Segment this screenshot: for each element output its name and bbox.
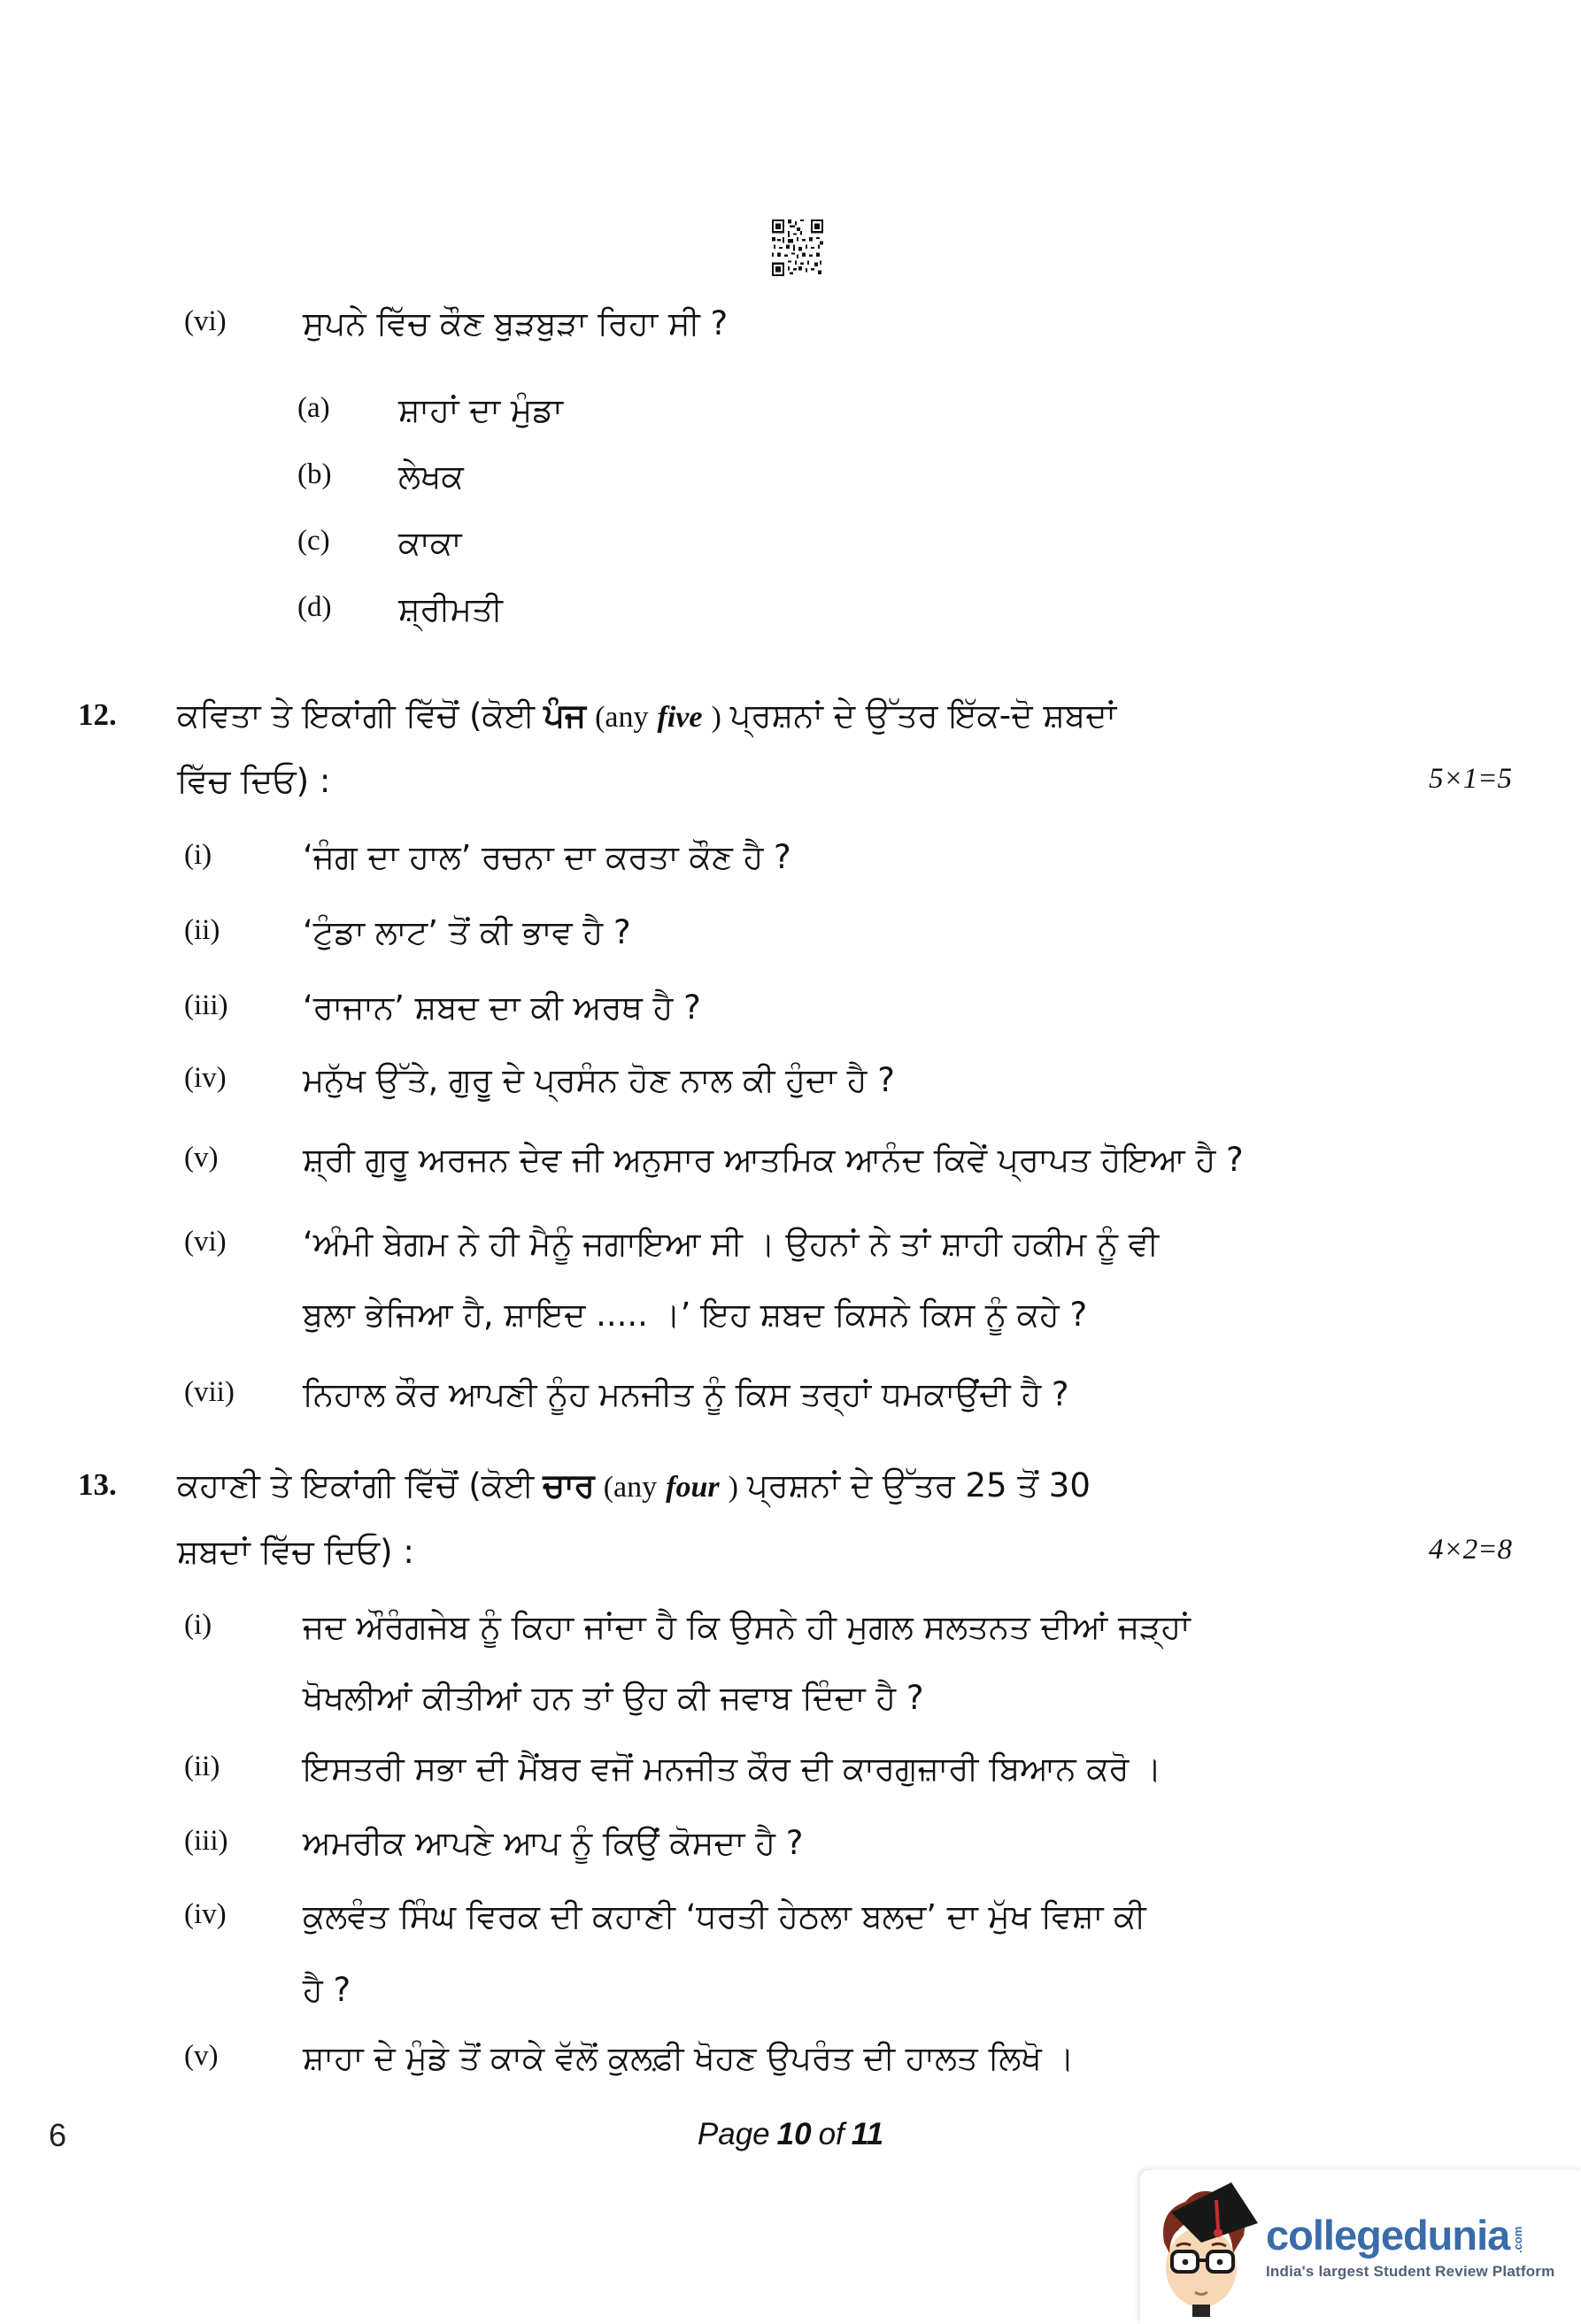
item-text: ਸ਼ਾਹਾ ਦੇ ਮੁੰਡੇ ਤੋਂ ਕਾਕੇ ਵੱਲੋਂ ਕੁਲਫ਼ੀ ਖੋਹਣ ਉਪਰੰਤ ਦੀ ਹਾਲਤ ਲਿਖੋ । (303, 2039, 1075, 2077)
mcq-text: ਸੁਪਨੇ ਵਿੱਚ ਕੌਣ ਬੁੜਬੁੜਾ ਰਿਹਾ ਸੀ ? (303, 304, 729, 342)
item-label: (ii) (184, 914, 220, 946)
marks-badge: 5×1=5 (1428, 763, 1512, 795)
brand-tagline: India's largest Student Review Platform (1266, 2262, 1555, 2280)
page-total: 11 (851, 2117, 884, 2151)
item-text: ‘ਰਾਜਾਨ’ ਸ਼ਬਦ ਦਾ ਕੀ ਅਰਥ ਹੈ ? (303, 989, 701, 1027)
intro-bold-word: ਪੰਜ (544, 696, 587, 735)
intro-line2: ਵਿੱਚ ਦਿਓ) : (177, 762, 331, 800)
intro-segment: ਕਵਿਤਾ ਤੇ ਇਕਾਂਗੀ ਵਿੱਚੋਂ (ਕੋਈ (177, 696, 536, 735)
question-number: 12. (78, 697, 117, 732)
item-text: ‘ਜੰਗ ਦਾ ਹਾਲ’ ਰਚਨਾ ਦਾ ਕਰਤਾ ਕੌਣ ਹੈ ? (303, 838, 791, 876)
item-text: ‘ਟੁੰਡਾ ਲਾਟ’ ਤੋਂ ਕੀ ਭਾਵ ਹੈ ? (303, 913, 631, 951)
intro-segment: ਕਹਾਣੀ ਤੇ ਇਕਾਂਗੀ ਵਿੱਚੋਂ (ਕੋਈ (177, 1466, 535, 1504)
intro-latin-close: ) (728, 1471, 738, 1504)
question-number: 13. (78, 1467, 117, 1502)
item-label: (vii) (184, 1376, 235, 1408)
option-label: (a) (297, 392, 330, 424)
item-label: (v) (184, 2040, 219, 2072)
intro-latin-open: (any (603, 1471, 658, 1504)
item-label: (iv) (184, 1898, 227, 1930)
option-label: (b) (297, 458, 332, 490)
intro-latin-bold: four (666, 1471, 720, 1504)
sheet-number: 6 (49, 2117, 67, 2153)
brand-tld: .com (1511, 2226, 1525, 2253)
item-text: ਅਮਰੀਕ ਆਪਣੇ ਆਪ ਨੂੰ ਕਿਉਂ ਕੋਸਦਾ ਹੈ ? (303, 1824, 804, 1862)
item-text: ਇਸਤਰੀ ਸਭਾ ਦੀ ਮੈਂਬਰ ਵਜੋਂ ਮਨਜੀਤ ਕੌਰ ਦੀ ਕਾਰਗੁਜ਼ਾਰੀ ਬਿਆਨ ਕਰੋ । (303, 1750, 1162, 1788)
option-label: (d) (297, 591, 332, 623)
item-label: (vi) (184, 1226, 227, 1258)
intro-latin-close: ) (711, 701, 721, 734)
item-text-line1: ‘ਅੰਮੀ ਬੇਗਮ ਨੇ ਹੀ ਮੈਨੂੰ ਜਗਾਇਆ ਸੀ । ਉਹਨਾਂ ਨੇ ਤਾਂ ਸ਼ਾਹੀ ਹਕੀਮ ਨੂੰ ਵੀ (303, 1225, 1160, 1263)
mcq-label: (vi) (184, 305, 227, 337)
marks-badge: 4×2=8 (1428, 1534, 1512, 1566)
item-text-line2: ਖੋਖਲੀਆਂ ਕੀਤੀਆਂ ਹਨ ਤਾਂ ਉਹ ਕੀ ਜਵਾਬ ਦਿੰਦਾ ਹੈ ? (303, 1679, 924, 1717)
intro-latin-open: (any (595, 701, 649, 734)
page-word: Page (697, 2117, 770, 2151)
item-label: (i) (184, 1609, 212, 1641)
option-text: ਸ਼੍ਰੀਮਤੀ (398, 590, 503, 628)
intro-bold-word: ਚਾਰ (543, 1466, 595, 1504)
item-label: (ii) (184, 1751, 220, 1782)
item-text: ਸ਼੍ਰੀ ਗੁਰੂ ਅਰਜਨ ਦੇਵ ਜੀ ਅਨੁਸਾਰ ਆਤਮਿਕ ਆਨੰਦ ਕਿਵੇਂ ਪ੍ਰਾਪਤ ਹੋਇਆ ਹੈ ? (303, 1141, 1244, 1179)
student-mascot-icon (1145, 2172, 1262, 2322)
option-text: ਕਾਕਾ (398, 524, 462, 562)
item-text: ਨਿਹਾਲ ਕੌਰ ਆਪਣੀ ਨੂੰਹ ਮਨਜੀਤ ਨੂੰ ਕਿਸ ਤਰ੍ਹਾਂ ਧਮਕਾਉਂਦੀ ਹੈ ? (303, 1375, 1069, 1413)
item-label: (iv) (184, 1062, 227, 1094)
intro-latin-bold: five (657, 701, 703, 734)
question-intro-line1 (177, 1467, 1091, 1505)
item-label: (v) (184, 1142, 219, 1174)
intro-segment: ਪ੍ਰਸ਼ਨਾਂ ਦੇ ਉੱਤਰ 25 ਤੋਂ 30 (746, 1466, 1091, 1504)
page-current: 10 (776, 2117, 812, 2151)
item-text-line2: ਹੈ ? (303, 1971, 351, 2009)
intro-line2: ਸ਼ਬਦਾਂ ਵਿੱਚ ਦਿਓ) : (177, 1533, 414, 1571)
option-label: (c) (297, 525, 330, 557)
item-label: (iii) (184, 1825, 228, 1857)
brand-text: collegedunia (1266, 2211, 1510, 2259)
collegedunia-logo (1140, 2170, 1581, 2324)
page-indicator (694, 2117, 887, 2152)
item-label: (i) (184, 839, 212, 871)
question-intro-line1 (177, 697, 1116, 735)
item-text-line2: ਬੁਲਾ ਭੇਜਿਆ ਹੈ, ਸ਼ਾਇਦ ..... ।’ ਇਹ ਸ਼ਬਦ ਕਿਸਨੇ ਕਿਸ ਨੂੰ ਕਹੇ ? (303, 1296, 1088, 1334)
intro-segment: ਪ੍ਰਸ਼ਨਾਂ ਦੇ ਉੱਤਰ ਇੱਕ-ਦੋ ਸ਼ਬਦਾਂ (729, 696, 1117, 735)
item-label: (iii) (184, 989, 228, 1021)
item-text-line1: ਜਦ ਔਰੰਗਜੇਬ ਨੂੰ ਕਿਹਾ ਜਾਂਦਾ ਹੈ ਕਿ ਉਸਨੇ ਹੀ ਮੁਗਲ ਸਲਤਨਤ ਦੀਆਂ ਜੜ੍ਹਾਂ (303, 1608, 1191, 1646)
item-text-line1: ਕੁਲਵੰਤ ਸਿੰਘ ਵਿਰਕ ਦੀ ਕਹਾਣੀ ‘ਧਰਤੀ ਹੇਠਲਾ ਬਲਦ’ ਦਾ ਮੁੱਖ ਵਿਸ਼ਾ ਕੀ (303, 1897, 1146, 1935)
item-text: ਮਨੁੱਖ ਉੱਤੇ, ਗੁਰੂ ਦੇ ਪ੍ਰਸੰਨ ਹੋਣ ਨਾਲ ਕੀ ਹੁੰਦਾ ਹੈ ? (303, 1061, 895, 1099)
option-text: ਸ਼ਾਹਾਂ ਦਾ ਮੁੰਡਾ (398, 391, 563, 429)
qr-code-icon (772, 219, 823, 276)
option-text: ਲੇਖਕ (398, 458, 464, 496)
of-word: of (818, 2117, 844, 2151)
